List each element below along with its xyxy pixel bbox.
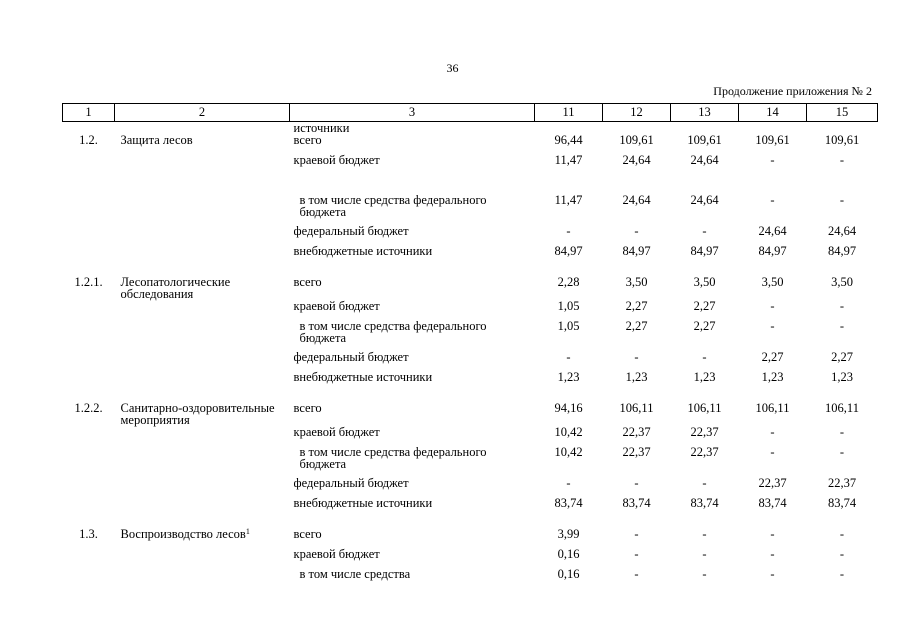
table-row <box>63 276 878 300</box>
row-source: всего <box>293 275 322 289</box>
table-row <box>63 426 878 446</box>
row-value: 109,61 <box>687 133 722 147</box>
header-cell: 11 <box>535 104 603 122</box>
row-value: 109,61 <box>824 133 860 147</box>
row-value: 2,27 <box>693 299 716 313</box>
table-row <box>63 300 878 320</box>
row-value: 94,16 <box>554 401 583 415</box>
budget-table <box>62 103 878 588</box>
row-value: - <box>702 350 707 364</box>
row-value: 0,16 <box>557 567 580 581</box>
row-source: в том числе средства <box>299 567 411 581</box>
row-value: 84,97 <box>827 244 857 258</box>
row-value: - <box>770 527 775 541</box>
header-cell: 14 <box>739 104 807 122</box>
row-value: 1,23 <box>761 370 784 384</box>
row-value: 84,97 <box>758 244 787 258</box>
footnote-marker: 1 <box>245 527 250 536</box>
row-name <box>115 497 290 528</box>
header-cell: 2 <box>115 104 290 122</box>
row-value: - <box>702 476 707 490</box>
row-value: - <box>770 193 775 207</box>
row-value: 2,27 <box>761 350 784 364</box>
row-value: - <box>634 547 639 561</box>
table-row <box>63 497 878 528</box>
row-code <box>63 245 115 276</box>
row-code <box>63 371 115 402</box>
row-name <box>115 548 290 568</box>
table-row <box>63 548 878 568</box>
row-name <box>115 225 290 245</box>
table-row <box>63 245 878 276</box>
table-row <box>63 568 878 588</box>
row-value: 1,23 <box>831 370 853 384</box>
row-value: - <box>566 350 571 364</box>
row-value: - <box>839 425 845 439</box>
row-source: в том числе средства федерального бюджета <box>299 445 487 471</box>
row-value: 24,64 <box>758 224 787 238</box>
row-name <box>115 154 290 194</box>
row-code <box>63 154 115 194</box>
row-value: 2,27 <box>625 319 648 333</box>
table-body <box>63 122 878 589</box>
row-name <box>115 568 290 588</box>
row-source: внебюджетные источники <box>293 370 433 384</box>
row-name-text: Защита лесов <box>120 133 193 147</box>
row-value: - <box>839 445 845 459</box>
row-value: 22,37 <box>690 425 719 439</box>
row-name <box>115 371 290 402</box>
row-value: - <box>702 547 707 561</box>
row-name <box>115 426 290 446</box>
row-name <box>115 276 290 300</box>
header-cell: 12 <box>603 104 671 122</box>
table-row <box>63 134 878 154</box>
row-value: 3,50 <box>831 275 853 289</box>
row-code <box>63 351 115 371</box>
row-value: 96,44 <box>554 133 583 147</box>
row-source: федеральный бюджет <box>293 476 409 490</box>
row-value: 1,05 <box>557 299 580 313</box>
row-value: 83,74 <box>827 496 857 510</box>
row-value: 83,74 <box>622 496 651 510</box>
row-value: 106,11 <box>825 401 859 415</box>
row-value: 10,42 <box>554 425 583 439</box>
row-value: 84,97 <box>622 244 651 258</box>
row-value: - <box>634 567 639 581</box>
row-value: 24,64 <box>690 193 719 207</box>
row-value: - <box>702 567 707 581</box>
table-row <box>63 371 878 402</box>
row-code: 1.3. <box>79 527 98 541</box>
table-row <box>63 402 878 426</box>
table-row <box>63 320 878 351</box>
row-name-text: Санитарно-оздоровительные мероприятия <box>120 401 275 427</box>
row-value: 106,11 <box>687 401 722 415</box>
row-value: 22,37 <box>622 445 651 459</box>
row-value: - <box>770 319 775 333</box>
row-value: 2,27 <box>625 299 648 313</box>
row-code <box>63 194 115 225</box>
row-value: 83,74 <box>554 496 583 510</box>
row-name-text: Воспроизводство лесов <box>120 527 246 541</box>
row-value: 84,97 <box>554 244 583 258</box>
page-number: 36 <box>446 61 459 75</box>
table-row <box>63 477 878 497</box>
table-row <box>63 446 878 477</box>
row-value: 83,74 <box>690 496 719 510</box>
row-value: - <box>839 299 845 313</box>
row-source: федеральный бюджет <box>293 350 409 364</box>
row-value: 11,47 <box>554 153 583 167</box>
table-row <box>63 528 878 548</box>
row-source: внебюджетные источники <box>293 244 433 258</box>
row-source: в том числе средства федерального бюджета <box>299 319 487 345</box>
row-code: 1.2.1. <box>74 275 103 289</box>
row-code <box>63 225 115 245</box>
row-name <box>115 320 290 351</box>
row-value: 10,42 <box>554 445 583 459</box>
row-value: - <box>839 153 845 167</box>
row-value: 2,27 <box>693 319 716 333</box>
row-value: 24,64 <box>622 153 651 167</box>
row-value: 11,47 <box>554 193 583 207</box>
row-value: 3,50 <box>761 275 784 289</box>
row-value: - <box>566 224 571 238</box>
row-value: 22,37 <box>622 425 651 439</box>
row-value: - <box>634 527 639 541</box>
row-value: - <box>839 547 845 561</box>
row-value: - <box>702 527 707 541</box>
row-value: 24,64 <box>622 193 651 207</box>
row-code <box>63 300 115 320</box>
row-value: - <box>770 299 775 313</box>
row-code: 1.2. <box>79 133 98 147</box>
table-row <box>63 225 878 245</box>
row-value: - <box>770 445 775 459</box>
row-value: - <box>634 224 639 238</box>
row-name <box>115 194 290 225</box>
row-value: 3,50 <box>693 275 716 289</box>
row-source: краевой бюджет <box>293 299 380 313</box>
table-row <box>63 194 878 225</box>
row-value: 2,28 <box>557 275 580 289</box>
row-value: 109,61 <box>755 133 790 147</box>
row-value: - <box>702 224 707 238</box>
row-source: краевой бюджет <box>293 153 380 167</box>
row-value: - <box>770 547 775 561</box>
header-row <box>63 104 878 122</box>
row-value: 2,27 <box>831 350 853 364</box>
row-value: 1,23 <box>625 370 648 384</box>
row-source: всего <box>293 401 322 415</box>
row-code <box>63 568 115 588</box>
row-code <box>63 497 115 528</box>
row-value: 22,37 <box>758 476 787 490</box>
row-value: 106,11 <box>755 401 790 415</box>
row-value: - <box>634 350 639 364</box>
row-code <box>63 548 115 568</box>
row-value: - <box>839 567 845 581</box>
row-value: 22,37 <box>827 476 857 490</box>
header-cell: 1 <box>63 104 115 122</box>
row-name <box>115 134 290 154</box>
row-source: внебюджетные источники <box>293 496 433 510</box>
row-value: 1,23 <box>557 370 580 384</box>
row-name <box>115 477 290 497</box>
header-cell: 13 <box>671 104 739 122</box>
row-value: 3,99 <box>557 527 580 541</box>
row-code <box>63 426 115 446</box>
table-row <box>63 351 878 371</box>
row-source: краевой бюджет <box>293 547 380 561</box>
row-name <box>115 528 290 548</box>
row-name <box>115 245 290 276</box>
row-value: 24,64 <box>827 224 857 238</box>
row-value: - <box>839 319 845 333</box>
row-value: - <box>770 425 775 439</box>
row-source: в том числе средства федерального бюджета <box>299 193 487 219</box>
row-value: 3,50 <box>625 275 648 289</box>
row-name-text: Лесопатологические обследования <box>120 275 231 301</box>
row-value: 1,05 <box>557 319 580 333</box>
row-name <box>115 402 290 426</box>
row-name <box>115 300 290 320</box>
row-value: - <box>839 193 845 207</box>
row-value: 22,37 <box>690 445 719 459</box>
continuation-label: Продолжение приложения № 2 <box>713 84 872 98</box>
row-value: 83,74 <box>758 496 787 510</box>
row-source: всего <box>293 133 322 147</box>
row-value: 24,64 <box>690 153 719 167</box>
row-source: федеральный бюджет <box>293 224 409 238</box>
row-code <box>63 446 115 477</box>
row-value: - <box>770 567 775 581</box>
row-source: всего <box>293 527 322 541</box>
row-value: - <box>566 476 571 490</box>
header-cell: 15 <box>807 104 878 122</box>
row-value: 0,16 <box>557 547 580 561</box>
row-value: 84,97 <box>690 244 719 258</box>
row-value: - <box>839 527 845 541</box>
row-source: источники <box>293 121 350 135</box>
row-name <box>115 446 290 477</box>
row-value: 109,61 <box>619 133 654 147</box>
table-row <box>63 154 878 194</box>
row-value: 106,11 <box>619 401 654 415</box>
row-value: 1,23 <box>693 370 716 384</box>
row-value: - <box>634 476 639 490</box>
row-code <box>63 477 115 497</box>
row-source: краевой бюджет <box>293 425 380 439</box>
row-value: - <box>770 153 775 167</box>
row-code: 1.2.2. <box>74 401 103 415</box>
header-cell: 3 <box>290 104 535 122</box>
row-name <box>115 351 290 371</box>
row-code <box>63 320 115 351</box>
